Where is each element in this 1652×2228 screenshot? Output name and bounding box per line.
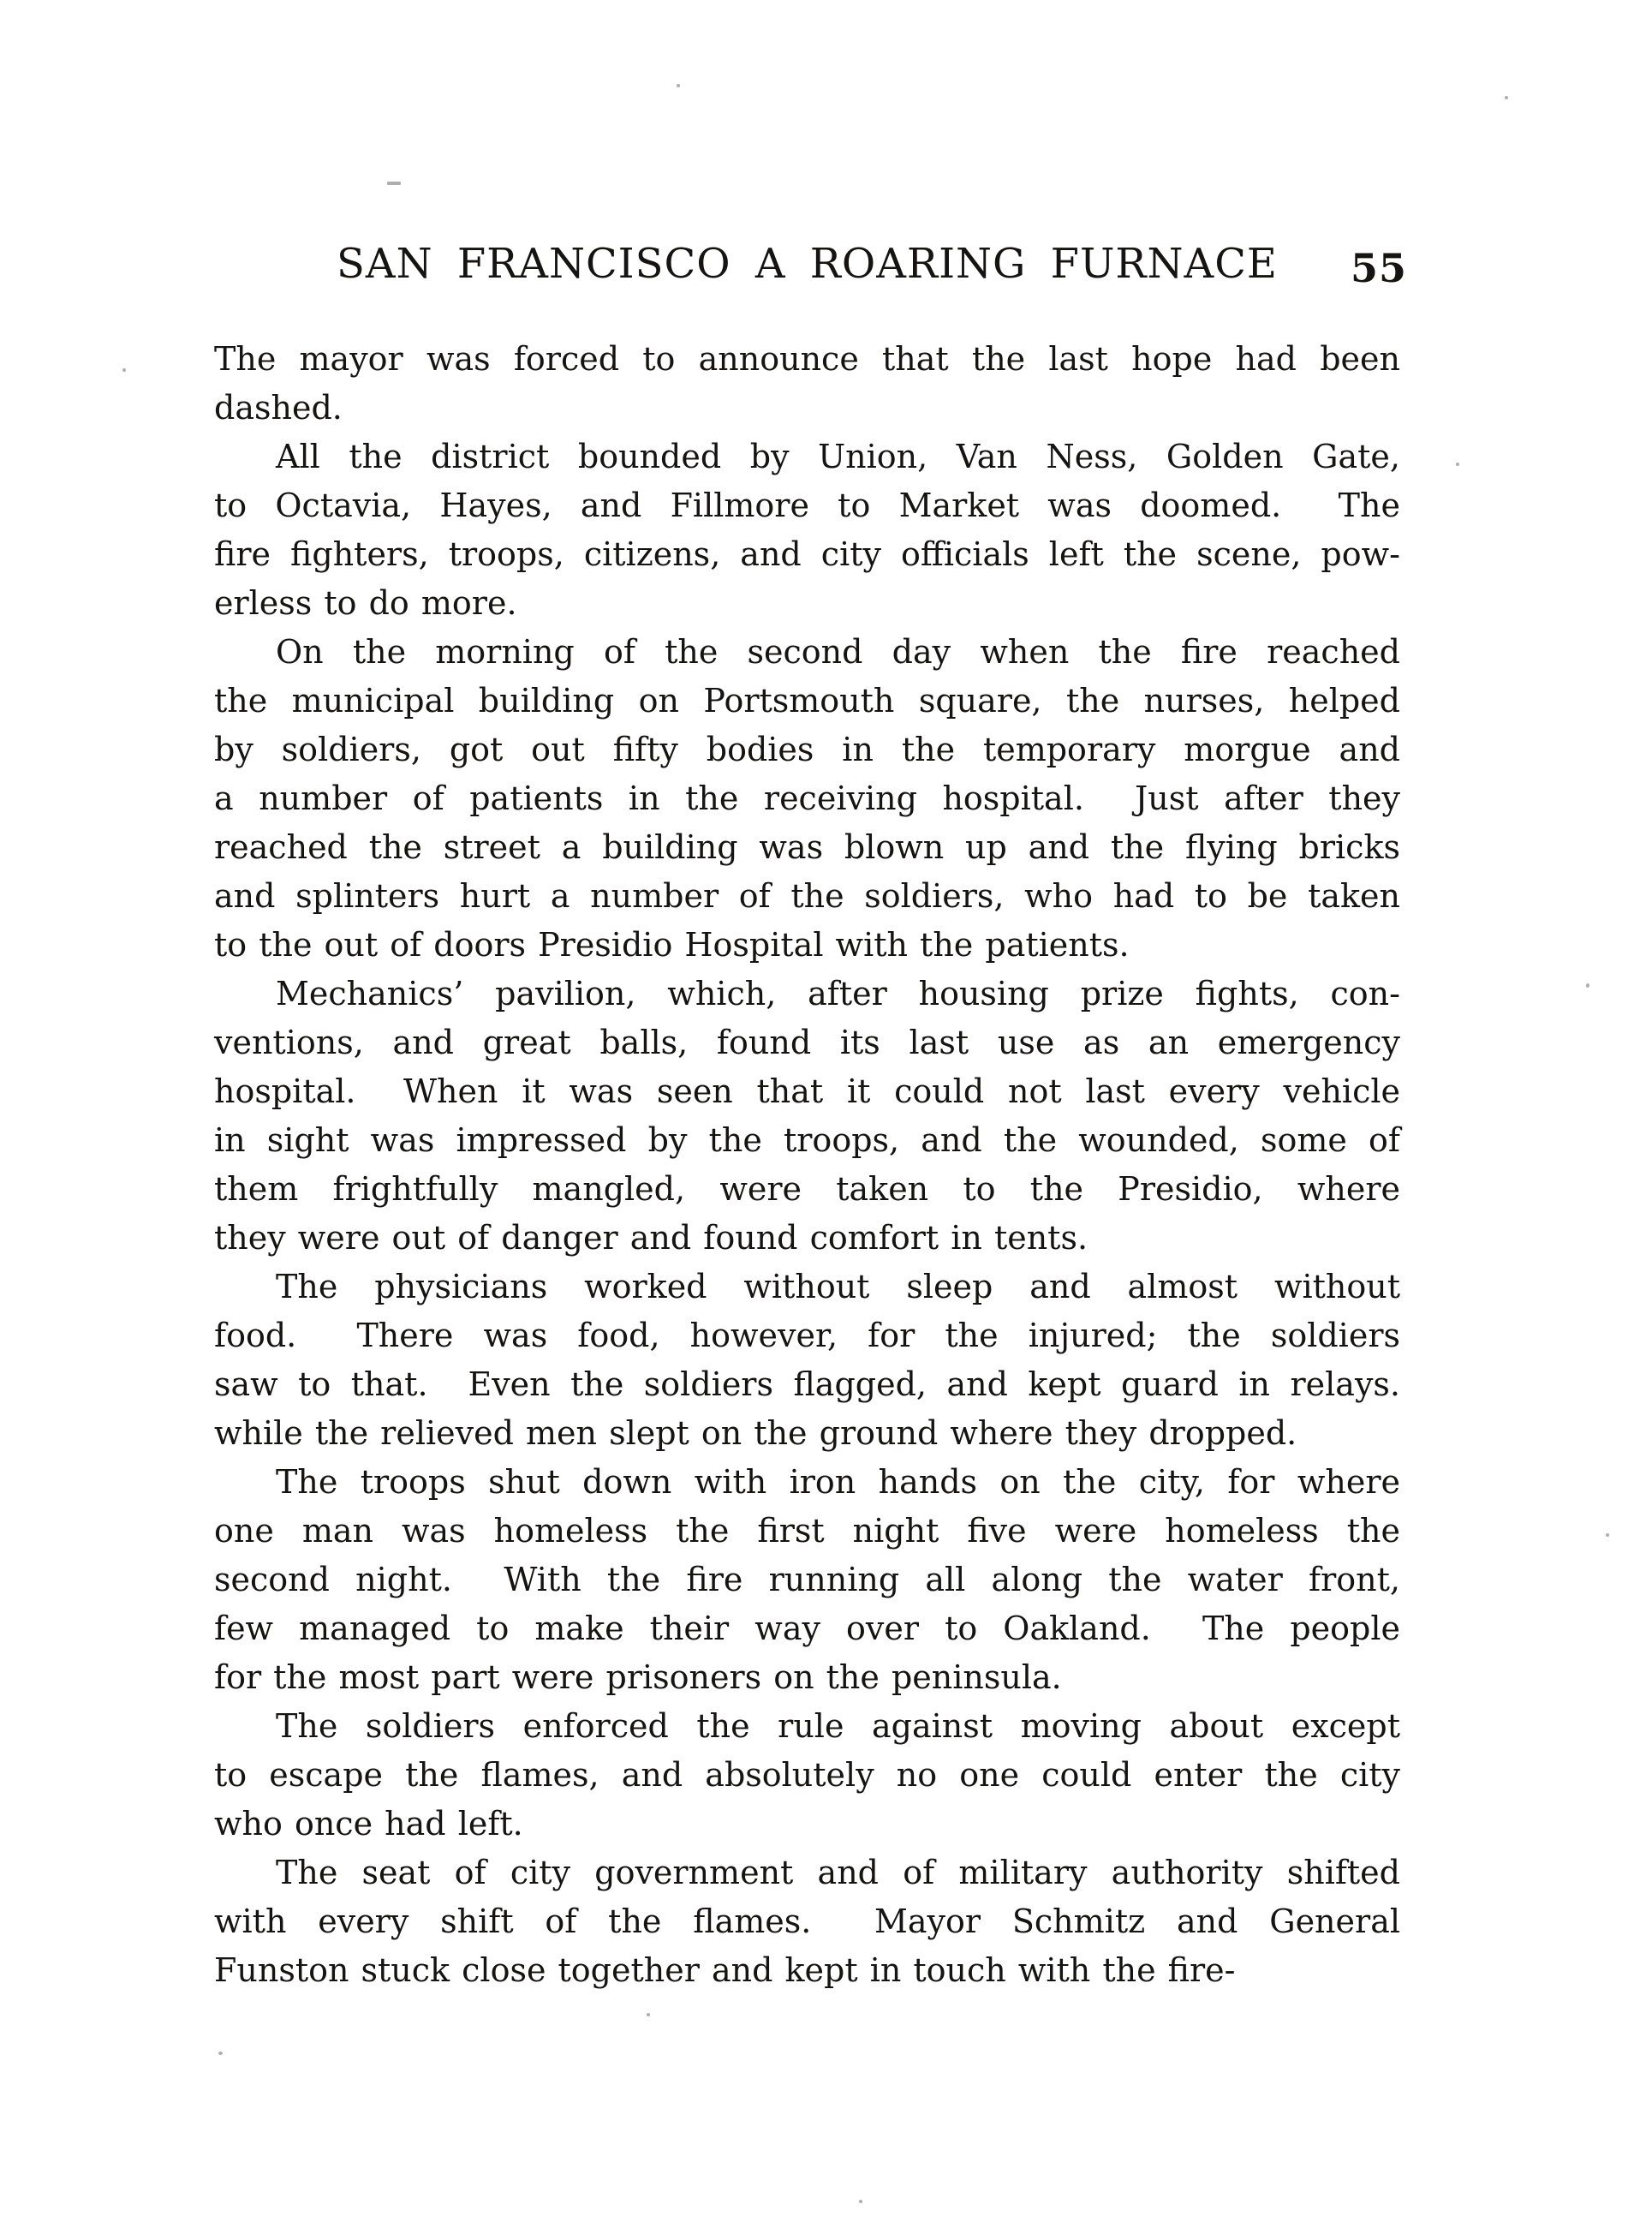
text-line: few managed to make their way over to Oakland. The people xyxy=(214,1610,1400,1647)
text-line: The soldiers enforced the rule against moving about except xyxy=(276,1707,1400,1745)
text-line: saw to that. Even the soldiers flagged, and kept guard in relays. xyxy=(214,1365,1400,1403)
text-line: by soldiers, got out fifty bodies in the temporary morgue and xyxy=(214,731,1400,768)
scan-speckle xyxy=(647,2013,650,2016)
text-line: Funston stuck close together and kept in touch with the fire- xyxy=(214,1951,1236,1989)
text-line: to the out of doors Presidio Hospital with the patients. xyxy=(214,926,1130,964)
text-line: The seat of city government and of military authority shifted xyxy=(276,1854,1400,1891)
text-line: erless to do more. xyxy=(214,584,517,622)
scan-speckle xyxy=(218,2052,223,2055)
page-header xyxy=(214,240,1407,291)
text-line: On the morning of the second day when the fire reached xyxy=(276,633,1400,671)
text-line: they were out of danger and found comfort in tents. xyxy=(214,1219,1088,1257)
page-body xyxy=(214,335,1400,1995)
text-line: who once had left. xyxy=(214,1805,523,1843)
text-line: and splinters hurt a number of the soldiers, who had to be taken xyxy=(214,877,1400,915)
text-line: them frightfully mangled, were taken to the Presidio, where xyxy=(214,1170,1400,1208)
scan-speckle xyxy=(859,2200,862,2203)
paragraph xyxy=(214,1458,1400,1702)
text-line: All the district bounded by Union, Van Ness, Golden Gate, xyxy=(276,438,1400,475)
paragraph xyxy=(214,1702,1400,1849)
scan-speckle xyxy=(1586,983,1589,988)
text-line: to escape the flames, and absolutely no one could enter the city xyxy=(214,1756,1400,1794)
text-line: second night. With the fire running all along the water front, xyxy=(214,1561,1400,1598)
text-line: to Octavia, Hayes, and Fillmore to Market was doomed. The xyxy=(214,487,1400,524)
text-line: in sight was impressed by the troops, and the wounded, some of xyxy=(214,1121,1400,1159)
text-line: food. There was food, however, for the injured; the soldiers xyxy=(214,1317,1400,1354)
scan-speckle xyxy=(677,84,680,87)
text-line: The troops shut down with iron hands on the city, for where xyxy=(276,1463,1400,1501)
scan-speckle xyxy=(1606,1533,1609,1537)
text-line: hospital. When it was seen that it could not last every vehicle xyxy=(214,1072,1400,1110)
text-line: reached the street a building was blown up and the flying bricks xyxy=(214,828,1400,866)
scan-speckle xyxy=(1456,463,1459,466)
text-line: one man was homeless the first night five were homeless the xyxy=(214,1512,1400,1550)
text-line: while the relieved men slept on the ground where they dropped. xyxy=(214,1414,1297,1452)
text-line: The mayor was forced to announce that the last hope had been xyxy=(214,340,1400,378)
paragraph xyxy=(214,970,1400,1263)
text-line: the municipal building on Portsmouth square, the nurses, helped xyxy=(214,682,1400,720)
paragraph xyxy=(214,1263,1400,1458)
paragraph xyxy=(214,628,1400,970)
scan-speckle xyxy=(122,368,126,372)
text-line: with every shift of the flames. Mayor Schmitz and General xyxy=(214,1902,1400,1940)
text-line: fire fighters, troops, citizens, and city officials left the scene, pow- xyxy=(214,535,1400,573)
scan-speckle xyxy=(1505,96,1508,99)
page-number: 55 xyxy=(1350,245,1407,291)
text-line: a number of patients in the receiving hospital. Just after they xyxy=(214,780,1400,817)
text-line: dashed. xyxy=(214,389,343,427)
text-line: The physicians worked without sleep and almost without xyxy=(276,1268,1400,1305)
text-line: ventions, and great balls, found its last use as an emergency xyxy=(214,1024,1400,1061)
text-line: Mechanics’ pavilion, which, after housing prize fights, con- xyxy=(276,975,1400,1012)
paragraph xyxy=(214,1849,1400,1995)
paragraph xyxy=(214,335,1400,433)
text-line: for the most part were prisoners on the peninsula. xyxy=(214,1658,1062,1696)
paragraph xyxy=(214,433,1400,628)
running-head-title: SAN FRANCISCO A ROARING FURNACE xyxy=(337,240,1278,288)
scan-speckle xyxy=(387,182,401,185)
